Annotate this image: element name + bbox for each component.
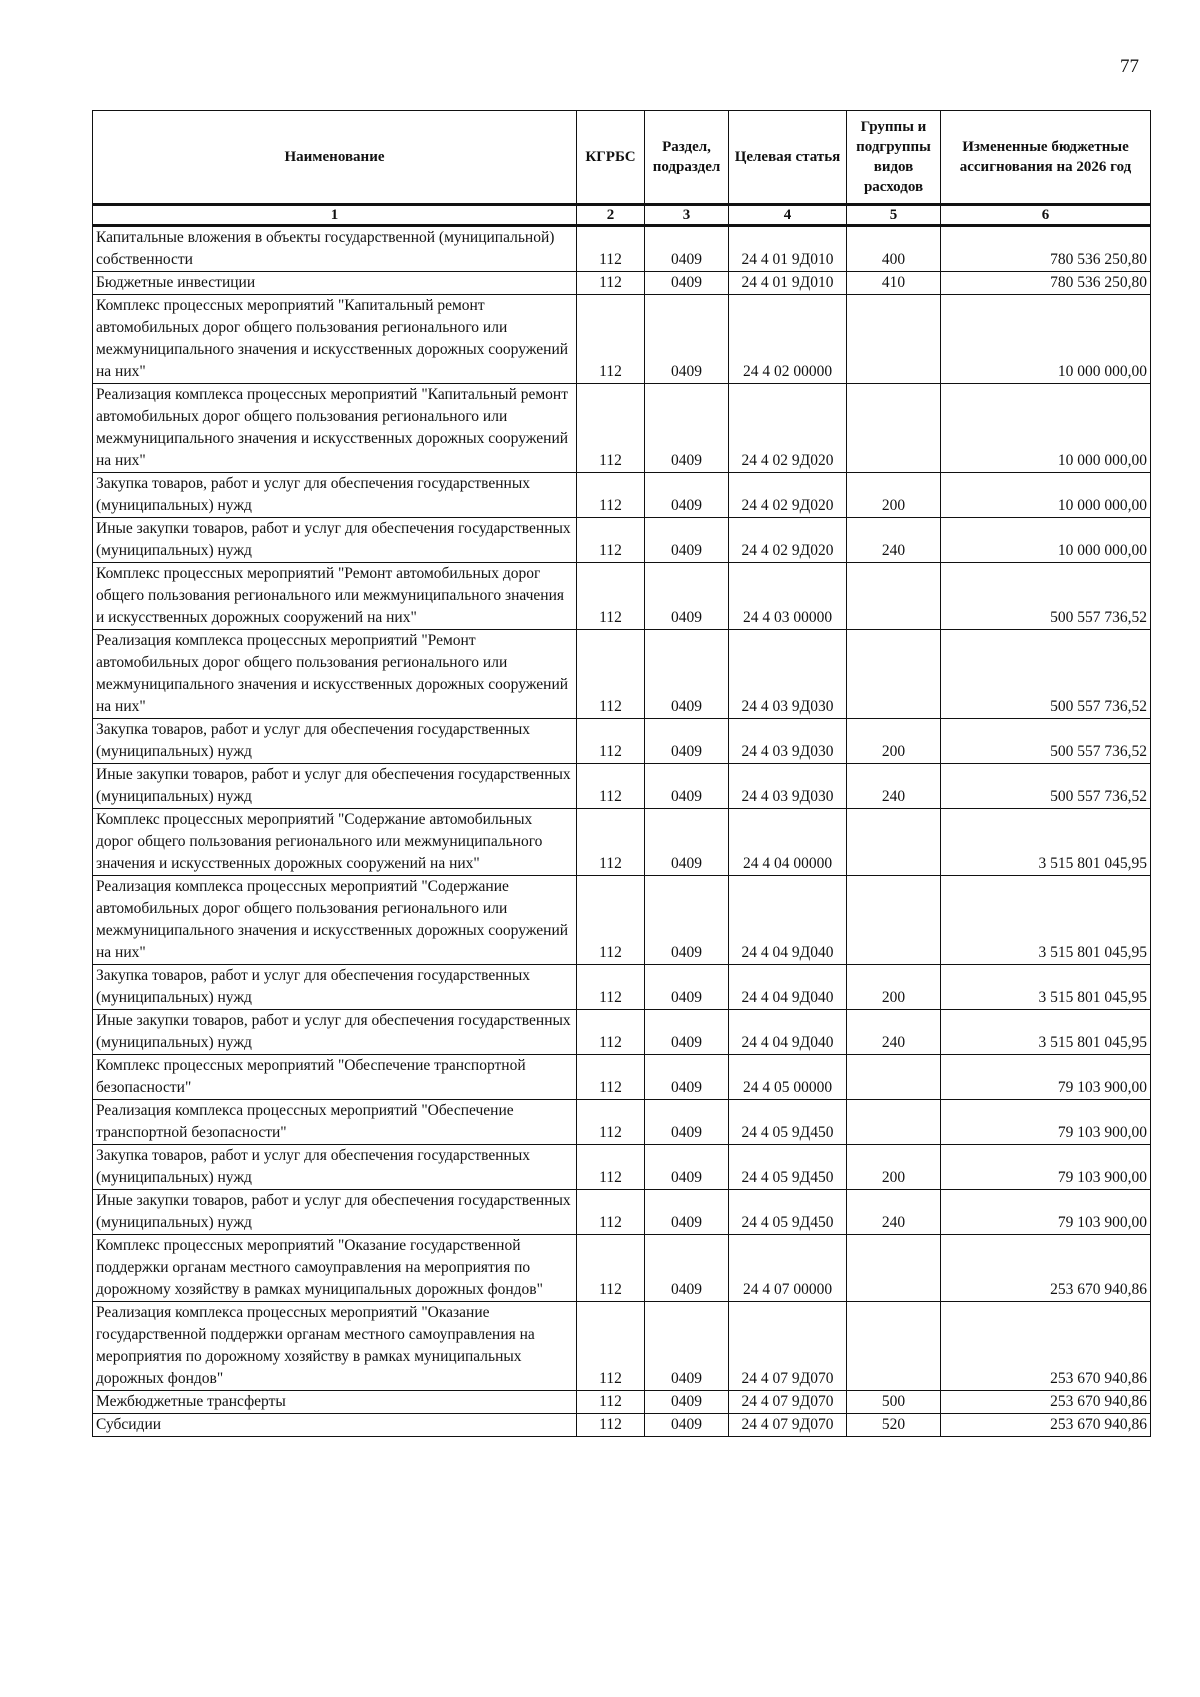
cell-celevaya: 24 4 03 00000 xyxy=(729,563,847,630)
cell-gruppy: 240 xyxy=(847,1010,941,1055)
column-number: 6 xyxy=(941,205,1151,226)
cell-name: Бюджетные инвестиции xyxy=(93,272,577,295)
cell-celevaya: 24 4 05 9Д450 xyxy=(729,1100,847,1145)
cell-razdel: 0409 xyxy=(645,384,729,473)
header-gruppy: Группы и подгруппы видов расходов xyxy=(847,111,941,205)
cell-kgrbs: 112 xyxy=(577,1010,645,1055)
budget-allocation-table xyxy=(92,110,1151,1437)
cell-summa: 500 557 736,52 xyxy=(941,563,1151,630)
cell-name: Межбюджетные трансферты xyxy=(93,1391,577,1414)
cell-gruppy xyxy=(847,876,941,965)
table-row xyxy=(93,809,1151,876)
cell-summa: 500 557 736,52 xyxy=(941,764,1151,809)
cell-kgrbs: 112 xyxy=(577,1100,645,1145)
cell-summa: 780 536 250,80 xyxy=(941,272,1151,295)
cell-razdel: 0409 xyxy=(645,1235,729,1302)
table-row xyxy=(93,1414,1151,1437)
cell-summa: 500 557 736,52 xyxy=(941,719,1151,764)
cell-kgrbs: 112 xyxy=(577,1302,645,1391)
cell-summa: 500 557 736,52 xyxy=(941,630,1151,719)
cell-summa: 3 515 801 045,95 xyxy=(941,965,1151,1010)
cell-razdel: 0409 xyxy=(645,719,729,764)
cell-celevaya: 24 4 02 00000 xyxy=(729,295,847,384)
cell-razdel: 0409 xyxy=(645,226,729,272)
cell-summa: 10 000 000,00 xyxy=(941,384,1151,473)
cell-summa: 79 103 900,00 xyxy=(941,1055,1151,1100)
cell-summa: 79 103 900,00 xyxy=(941,1145,1151,1190)
cell-name: Комплекс процессных мероприятий "Обеспечение транспортной безопасности" xyxy=(93,1055,577,1100)
table-row xyxy=(93,965,1151,1010)
column-number: 5 xyxy=(847,205,941,226)
cell-kgrbs: 112 xyxy=(577,630,645,719)
cell-name: Закупка товаров, работ и услуг для обеспечения государственных (муниципальных) нужд xyxy=(93,719,577,764)
cell-kgrbs: 112 xyxy=(577,965,645,1010)
cell-razdel: 0409 xyxy=(645,518,729,563)
cell-name: Иные закупки товаров, работ и услуг для обеспечения государственных (муниципальных) нужд xyxy=(93,1190,577,1235)
table-row xyxy=(93,1055,1151,1100)
cell-razdel: 0409 xyxy=(645,1145,729,1190)
cell-kgrbs: 112 xyxy=(577,384,645,473)
cell-summa: 10 000 000,00 xyxy=(941,473,1151,518)
cell-kgrbs: 112 xyxy=(577,1145,645,1190)
table-row xyxy=(93,630,1151,719)
cell-name: Комплекс процессных мероприятий "Оказание государственной поддержки органам местного самоуправления на мероприятия по дорожному хозяйству в рамках муниципальных дорожных фондов" xyxy=(93,1235,577,1302)
cell-gruppy xyxy=(847,630,941,719)
cell-kgrbs: 112 xyxy=(577,272,645,295)
cell-kgrbs: 112 xyxy=(577,563,645,630)
cell-name: Закупка товаров, работ и услуг для обеспечения государственных (муниципальных) нужд xyxy=(93,473,577,518)
cell-summa: 3 515 801 045,95 xyxy=(941,809,1151,876)
table-row xyxy=(93,295,1151,384)
cell-razdel: 0409 xyxy=(645,1391,729,1414)
cell-razdel: 0409 xyxy=(645,876,729,965)
cell-kgrbs: 112 xyxy=(577,295,645,384)
cell-celevaya: 24 4 02 9Д020 xyxy=(729,473,847,518)
cell-razdel: 0409 xyxy=(645,473,729,518)
cell-gruppy xyxy=(847,1302,941,1391)
cell-razdel: 0409 xyxy=(645,809,729,876)
column-number: 1 xyxy=(93,205,577,226)
cell-gruppy: 200 xyxy=(847,473,941,518)
cell-gruppy: 200 xyxy=(847,965,941,1010)
cell-kgrbs: 112 xyxy=(577,1190,645,1235)
cell-summa: 253 670 940,86 xyxy=(941,1302,1151,1391)
table-row xyxy=(93,518,1151,563)
cell-name: Комплекс процессных мероприятий "Капитальный ремонт автомобильных дорог общего пользования регионального или межмуниципального значения и искусственных дорожных сооружений на них" xyxy=(93,295,577,384)
column-number-row xyxy=(93,205,1151,226)
cell-razdel: 0409 xyxy=(645,1010,729,1055)
cell-summa: 10 000 000,00 xyxy=(941,518,1151,563)
cell-razdel: 0409 xyxy=(645,965,729,1010)
cell-celevaya: 24 4 07 00000 xyxy=(729,1235,847,1302)
table-row xyxy=(93,1302,1151,1391)
cell-kgrbs: 112 xyxy=(577,1055,645,1100)
table-row xyxy=(93,1190,1151,1235)
cell-celevaya: 24 4 04 9Д040 xyxy=(729,965,847,1010)
column-number: 2 xyxy=(577,205,645,226)
cell-gruppy: 240 xyxy=(847,1190,941,1235)
cell-kgrbs: 112 xyxy=(577,1391,645,1414)
cell-razdel: 0409 xyxy=(645,1055,729,1100)
cell-summa: 253 670 940,86 xyxy=(941,1414,1151,1437)
cell-gruppy: 520 xyxy=(847,1414,941,1437)
cell-name: Субсидии xyxy=(93,1414,577,1437)
cell-name: Иные закупки товаров, работ и услуг для обеспечения государственных (муниципальных) нужд xyxy=(93,518,577,563)
table-row xyxy=(93,473,1151,518)
cell-kgrbs: 112 xyxy=(577,1414,645,1437)
table-header-row xyxy=(93,111,1151,205)
table-row xyxy=(93,719,1151,764)
header-razdel: Раздел, подраздел xyxy=(645,111,729,205)
cell-summa: 10 000 000,00 xyxy=(941,295,1151,384)
column-number: 3 xyxy=(645,205,729,226)
cell-name: Капитальные вложения в объекты государственной (муниципальной) собственности xyxy=(93,226,577,272)
cell-gruppy: 200 xyxy=(847,719,941,764)
header-celevaya: Целевая статья xyxy=(729,111,847,205)
cell-name: Комплекс процессных мероприятий "Ремонт автомобильных дорог общего пользования регионального или межмуниципального значения и искусственных дорожных сооружений на них" xyxy=(93,563,577,630)
cell-name: Реализация комплекса процессных мероприятий "Обеспечение транспортной безопасности" xyxy=(93,1100,577,1145)
cell-razdel: 0409 xyxy=(645,764,729,809)
cell-celevaya: 24 4 07 9Д070 xyxy=(729,1414,847,1437)
cell-name: Реализация комплекса процессных мероприятий "Оказание государственной поддержки органам местного самоуправления на мероприятия по дорожному хозяйству в рамках муниципальных дорожных фондов" xyxy=(93,1302,577,1391)
cell-celevaya: 24 4 02 9Д020 xyxy=(729,518,847,563)
cell-summa: 3 515 801 045,95 xyxy=(941,876,1151,965)
cell-celevaya: 24 4 01 9Д010 xyxy=(729,226,847,272)
cell-name: Реализация комплекса процессных мероприятий "Ремонт автомобильных дорог общего пользования регионального или межмуниципального значения и искусственных дорожных сооружений на них" xyxy=(93,630,577,719)
cell-razdel: 0409 xyxy=(645,1190,729,1235)
cell-celevaya: 24 4 03 9Д030 xyxy=(729,764,847,809)
cell-celevaya: 24 4 04 9Д040 xyxy=(729,1010,847,1055)
cell-celevaya: 24 4 02 9Д020 xyxy=(729,384,847,473)
cell-celevaya: 24 4 04 9Д040 xyxy=(729,876,847,965)
cell-name: Иные закупки товаров, работ и услуг для обеспечения государственных (муниципальных) нужд xyxy=(93,1010,577,1055)
table-row xyxy=(93,226,1151,272)
cell-celevaya: 24 4 01 9Д010 xyxy=(729,272,847,295)
cell-name: Реализация комплекса процессных мероприятий "Капитальный ремонт автомобильных дорог общего пользования регионального или межмуниципального значения и искусственных дорожных сооружений на них" xyxy=(93,384,577,473)
cell-gruppy xyxy=(847,295,941,384)
cell-kgrbs: 112 xyxy=(577,719,645,764)
table-body xyxy=(93,226,1151,1437)
cell-razdel: 0409 xyxy=(645,295,729,384)
cell-name: Реализация комплекса процессных мероприятий "Содержание автомобильных дорог общего пользования регионального или межмуниципального значения и искусственных дорожных сооружений на них" xyxy=(93,876,577,965)
cell-summa: 79 103 900,00 xyxy=(941,1100,1151,1145)
cell-name: Иные закупки товаров, работ и услуг для обеспечения государственных (муниципальных) нужд xyxy=(93,764,577,809)
cell-celevaya: 24 4 05 9Д450 xyxy=(729,1145,847,1190)
cell-kgrbs: 112 xyxy=(577,764,645,809)
cell-name: Комплекс процессных мероприятий "Содержание автомобильных дорог общего пользования регионального или межмуниципального значения и искусственных дорожных сооружений на них" xyxy=(93,809,577,876)
cell-razdel: 0409 xyxy=(645,1414,729,1437)
table-row xyxy=(93,1235,1151,1302)
table-row xyxy=(93,1391,1151,1414)
cell-kgrbs: 112 xyxy=(577,473,645,518)
table-row xyxy=(93,1100,1151,1145)
cell-gruppy: 410 xyxy=(847,272,941,295)
page-number: 77 xyxy=(1120,56,1139,77)
cell-kgrbs: 112 xyxy=(577,226,645,272)
cell-gruppy: 240 xyxy=(847,518,941,563)
cell-gruppy: 200 xyxy=(847,1145,941,1190)
cell-gruppy xyxy=(847,1055,941,1100)
cell-summa: 253 670 940,86 xyxy=(941,1391,1151,1414)
table-row xyxy=(93,563,1151,630)
cell-name: Закупка товаров, работ и услуг для обеспечения государственных (муниципальных) нужд xyxy=(93,965,577,1010)
cell-razdel: 0409 xyxy=(645,1100,729,1145)
cell-gruppy xyxy=(847,1100,941,1145)
cell-kgrbs: 112 xyxy=(577,518,645,563)
cell-razdel: 0409 xyxy=(645,630,729,719)
table-row xyxy=(93,272,1151,295)
cell-celevaya: 24 4 03 9Д030 xyxy=(729,719,847,764)
cell-celevaya: 24 4 07 9Д070 xyxy=(729,1391,847,1414)
table-row xyxy=(93,384,1151,473)
cell-gruppy: 400 xyxy=(847,226,941,272)
cell-celevaya: 24 4 07 9Д070 xyxy=(729,1302,847,1391)
cell-summa: 79 103 900,00 xyxy=(941,1190,1151,1235)
table-row xyxy=(93,1010,1151,1055)
column-number: 4 xyxy=(729,205,847,226)
header-kgrbs: КГРБС xyxy=(577,111,645,205)
cell-summa: 3 515 801 045,95 xyxy=(941,1010,1151,1055)
cell-summa: 780 536 250,80 xyxy=(941,226,1151,272)
cell-gruppy xyxy=(847,809,941,876)
table-row xyxy=(93,764,1151,809)
cell-kgrbs: 112 xyxy=(577,809,645,876)
table-row xyxy=(93,876,1151,965)
cell-gruppy xyxy=(847,563,941,630)
header-name: Наименование xyxy=(93,111,577,205)
cell-gruppy: 500 xyxy=(847,1391,941,1414)
cell-celevaya: 24 4 04 00000 xyxy=(729,809,847,876)
cell-gruppy xyxy=(847,1235,941,1302)
cell-razdel: 0409 xyxy=(645,563,729,630)
cell-gruppy: 240 xyxy=(847,764,941,809)
cell-razdel: 0409 xyxy=(645,1302,729,1391)
table-row xyxy=(93,1145,1151,1190)
cell-celevaya: 24 4 03 9Д030 xyxy=(729,630,847,719)
cell-kgrbs: 112 xyxy=(577,1235,645,1302)
cell-gruppy xyxy=(847,384,941,473)
cell-summa: 253 670 940,86 xyxy=(941,1235,1151,1302)
cell-celevaya: 24 4 05 9Д450 xyxy=(729,1190,847,1235)
cell-razdel: 0409 xyxy=(645,272,729,295)
cell-celevaya: 24 4 05 00000 xyxy=(729,1055,847,1100)
header-summa: Измененные бюджетные ассигнования на 2026 год xyxy=(941,111,1151,205)
cell-kgrbs: 112 xyxy=(577,876,645,965)
cell-name: Закупка товаров, работ и услуг для обеспечения государственных (муниципальных) нужд xyxy=(93,1145,577,1190)
